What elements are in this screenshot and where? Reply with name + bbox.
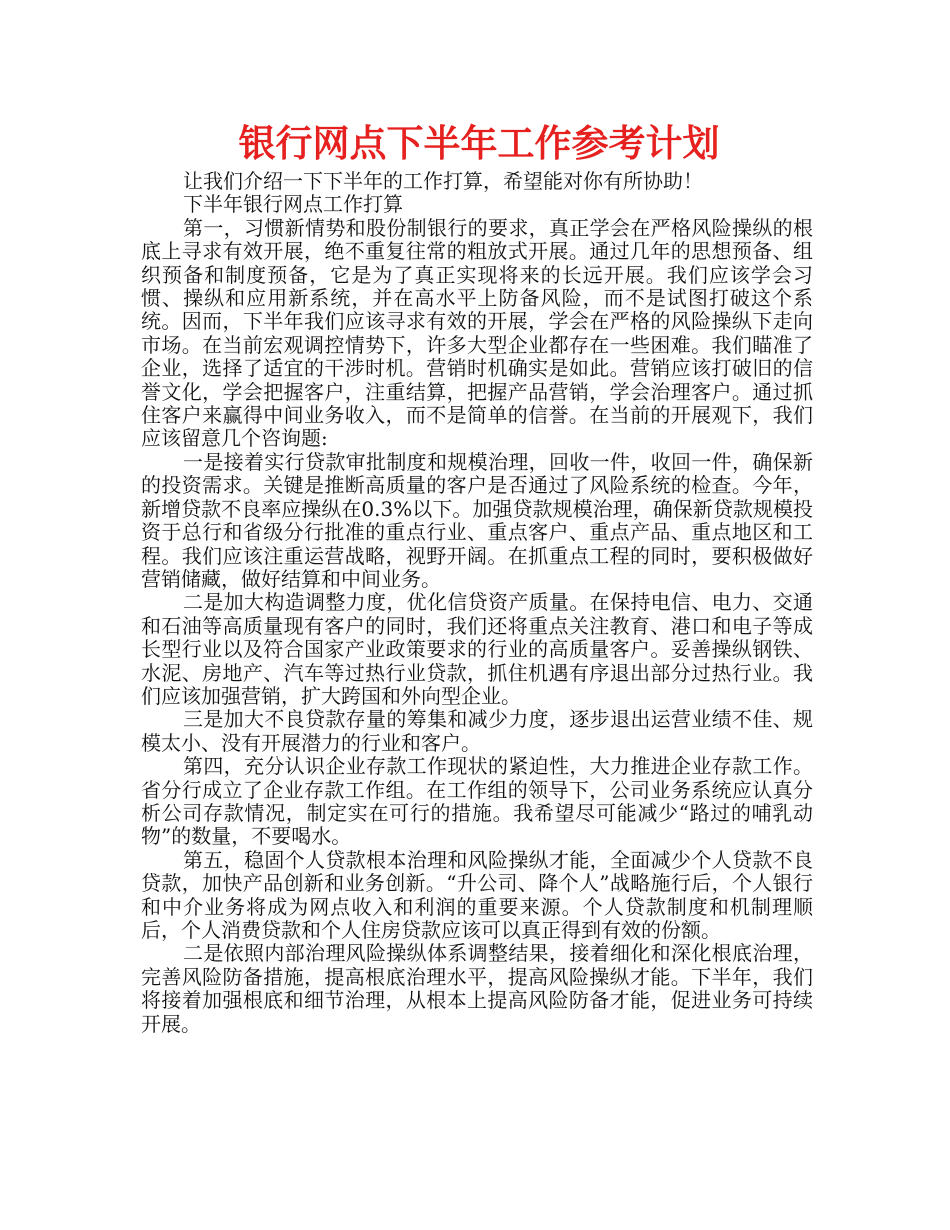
paragraph-item-two-b: 二是依照内部治理风险操纵体系调整结果，接着细化和深化根底治理，完善风险防备措施，提高根底治理水平，提高风险操纵才能。下半年，我们将接着加强根底和细节治理，从根本上提高风险防备才能，促进业务可持续开展。 bbox=[141, 941, 813, 1036]
paragraph-item-three: 三是加大不良贷款存量的筹集和减少力度，逐步退出运营业绩不佳、规模太小、没有开展潜力的行业和客户。 bbox=[141, 707, 813, 755]
paragraph-fifth: 第五，稳固个人贷款根本治理和风险操纵才能，全面减少个人贷款不良贷款，加快产品创新和业务创新。“升公司、降个人”战略施行后，个人银行和中介业务将成为网点收入和利润的重要来源。个人贷款制度和机制理顺后，个人消费贷款和个人住房贷款应该可以真正得到有效的份额。 bbox=[141, 847, 813, 942]
paragraph-item-two: 二是加大构造调整力度，优化信贷资产质量。在保持电信、电力、交通和石油等高质量现有客户的同时，我们还将重点关注教育、港口和电子等成长型行业以及符合国家产业政策要求的行业的高质量客户。妥善操纵钢铁、水泥、房地产、汽车等过热行业贷款，抓住机遇有序退出部分过热行业。我们应该加强营销，扩大跨国和外向型企业。 bbox=[141, 590, 813, 708]
paragraph-fourth: 第四，充分认识企业存款工作现状的紧迫性，大力推进企业存款工作。省分行成立了企业存款工作组。在工作组的领导下，公司业务系统应认真分析公司存款情况，制定实在可行的措施。我希望尽可能减少“路过的哺乳动物”的数量，不要喝水。 bbox=[141, 754, 813, 849]
intro-paragraph: 让我们介绍一下下半年的工作打算，希望能对你有所协助！ bbox=[183, 169, 703, 193]
section-heading: 下半年银行网点工作打算 bbox=[183, 192, 403, 217]
document-page bbox=[141, 118, 813, 1036]
paragraph-item-one: 一是接着实行贷款审批制度和规模治理，回收一件，收回一件，确保新的投资需求。关键是推断高质量的客户是否通过了风险系统的检查。今年，新增贷款不良率应操纵在0.3%以下。加强贷款规模治理，确保新贷款规模投资于总行和省级分行批准的重点行业、重点客户、重点产品、重点地区和工程。我们应该注重运营战略，视野开阔。在抓重点工程的同时，要积极做好营销储藏，做好结算和中间业务。 bbox=[141, 449, 813, 591]
paragraph-first: 第一，习惯新情势和股份制银行的要求，真正学会在严格风险操纵的根底上寻求有效开展，绝不重复往常的粗放式开展。通过几年的思想预备、组织预备和制度预备，它是为了真正实现将来的长远开展。我们应该学会习惯、操纵和应用新系统，并在高水平上防备风险，而不是试图打破这个系统。因而，下半年我们应该寻求有效的开展，学会在严格的风险操纵下走向市场。在当前宏观调控情势下，许多大型企业都存在一些困难。我们瞄准了企业，选择了适宜的干涉时机。营销时机确实是如此。营销应该打破旧的信誉文化，学会把握客户，注重结算，把握产品营销，学会治理客户。通过抓住客户来赢得中间业务收入，而不是简单的信誉。在当前的开展观下，我们应该留意几个咨询题: bbox=[141, 215, 813, 451]
document-title: 银行网点下半年工作参考计划 bbox=[238, 122, 720, 165]
